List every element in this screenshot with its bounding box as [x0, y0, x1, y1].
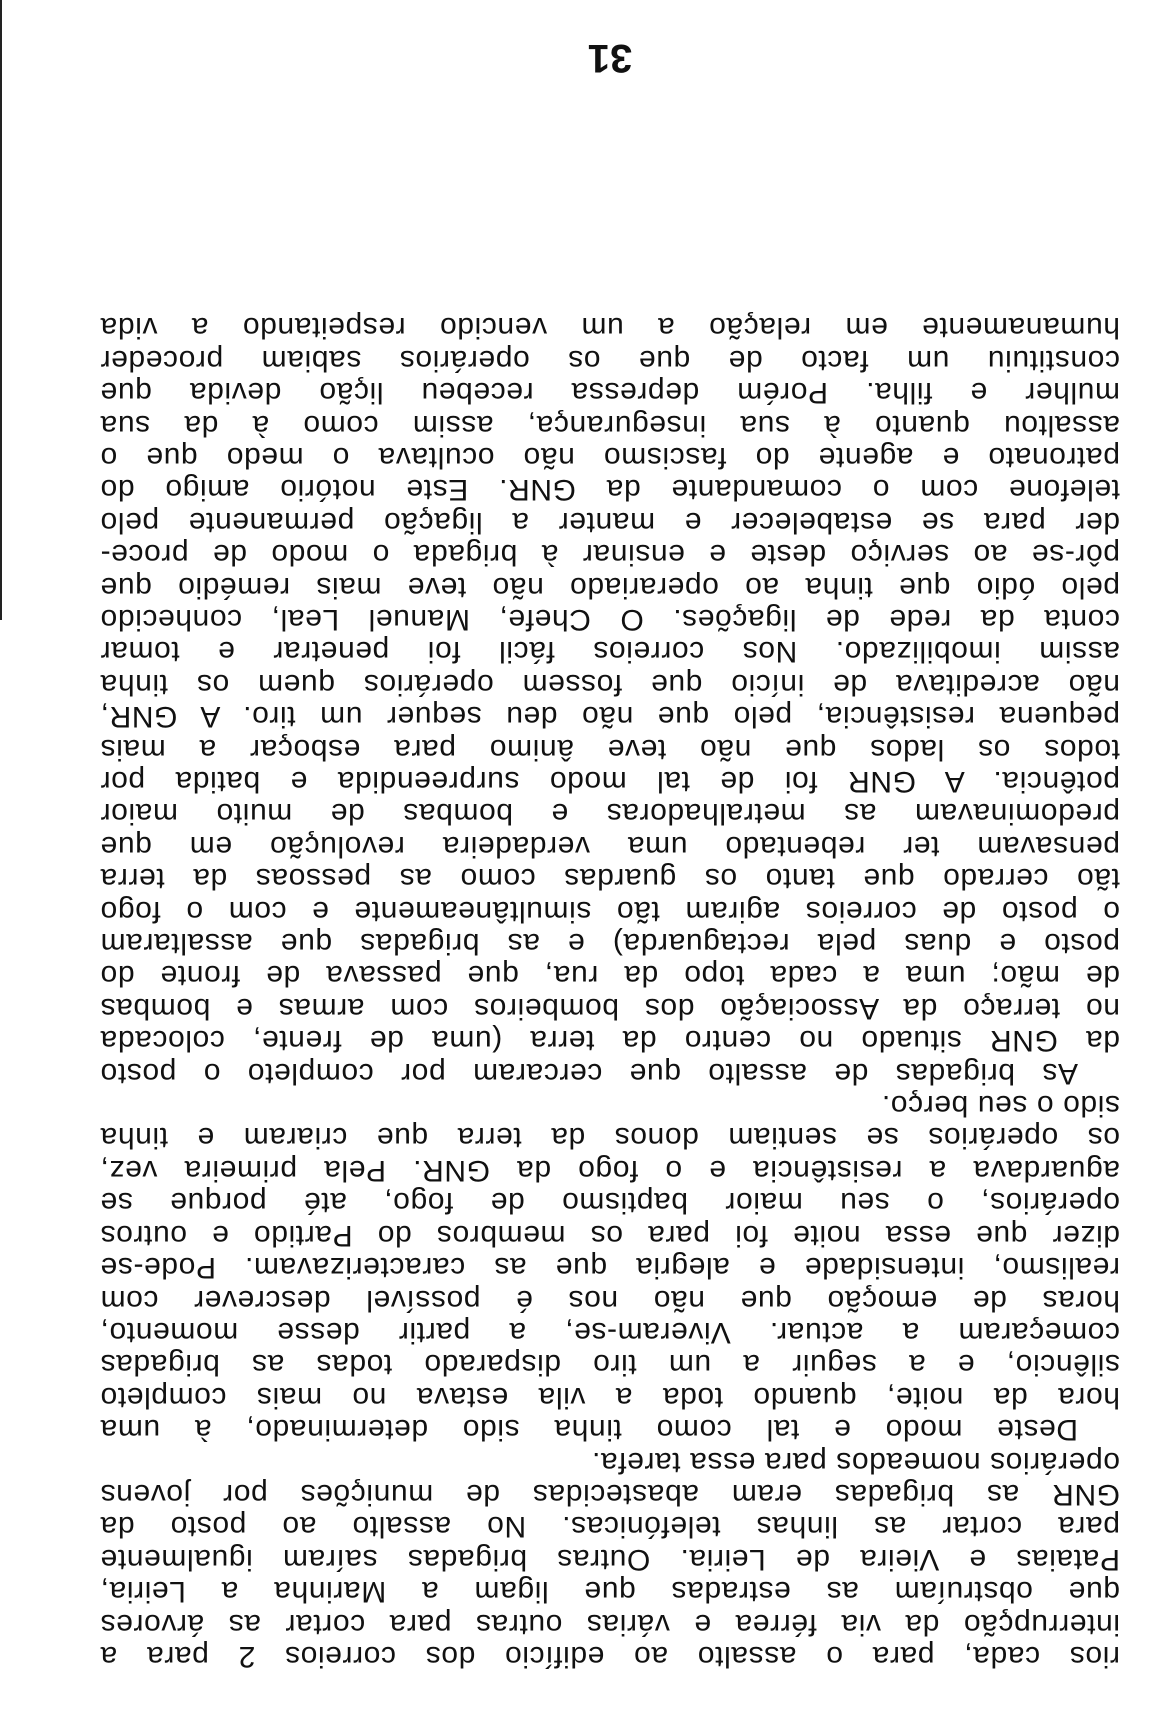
text-line: horas de emoção que não nos é possível descrever com — [100, 1283, 1120, 1317]
text-line: mulher e filha. Porém depressa recebeu lição devida que — [100, 376, 1120, 410]
text-line: posto e duas pela rectaguarda) e as brigadas que assaltaram — [100, 927, 1120, 961]
text-line: hora da noite, quando toda a vila estava no mais completo — [100, 1380, 1120, 1414]
text-line: assaltou quanto à sua insegurança, assim como à da sua — [100, 408, 1120, 442]
text-line: silêncio, e a seguir a um tiro disparado todas as brigadas — [100, 1348, 1120, 1382]
text-line: conta da rede de ligações. O Chefe, Manuel Leal, conhecido — [100, 603, 1120, 636]
text-line: sido o seu berço. — [881, 1089, 1120, 1123]
text-line: Pataias e Vieira de Leiria. Outras brigadas saíram igualmente — [100, 1542, 1120, 1576]
text-line: rios cada, para o assalto ao edifício dos correios 2 para a — [100, 1640, 1120, 1673]
text-line: para cortar as linhas telefónicas. No assalto ao posto da — [100, 1510, 1120, 1544]
text-line: tão cerrado que tanto os guardas como as pessoas da terra — [100, 862, 1120, 896]
text-line: operários nomeados para essa tarefa. — [591, 1445, 1120, 1479]
text-line: aguardava a resistência e o fogo da GNR. Pela primeira vez, — [100, 1153, 1120, 1187]
text-line: todos os lados que não teve ânimo para esboçar a mais — [100, 732, 1120, 766]
text-line: assim imobilizado. Nos correios fácil foi penetrar e tomar — [100, 635, 1120, 669]
text-line: pensavam ter rebentado uma verdadeira revolução em que — [100, 829, 1120, 863]
text-line: começaram a actuar. Viveram-se, a partir desse momento, — [100, 1315, 1120, 1349]
text-line: pôr-se ao serviço deste e ensinar à brigada o modo de proce- — [100, 538, 1120, 572]
text-line: predominavam as metralhadoras e bombas de muito maior — [100, 797, 1120, 831]
text-line: humanamente em relação a um vencido respeitando a vida — [100, 311, 1120, 345]
text-line: pequena resistência, pelo que não deu sequer um tiro. A GNR, — [100, 700, 1120, 734]
page-number: 31 — [587, 36, 633, 80]
text-line: constituiu um facto de que os operários sabiam proceder — [100, 343, 1120, 377]
text-line: telefone com o comandante da GNR. Este notório amigo do — [100, 473, 1120, 507]
text-line: der para se estabelecer e manter a ligação permanente pelo — [100, 505, 1120, 539]
text-line: potência. A GNR foi de tal modo surpreendida e batida por — [100, 765, 1120, 799]
text-line: no terraço da Associação dos bombeiros com armas e bombas — [100, 991, 1120, 1025]
text-line: pelo ódio que tinha ao operariado não teve mais remédio que — [100, 570, 1120, 604]
body-text — [100, 311, 1120, 1672]
text-line: dizer que essa noite foi para os membros do Partido e outros — [100, 1218, 1120, 1252]
page-content — [100, 32, 1120, 1672]
text-line: operários, o seu maior baptismo de fogo, até porque se — [100, 1186, 1120, 1220]
text-line: os operários se sentiam donos da terra que criaram e tinha — [100, 1121, 1120, 1155]
text-line: da GNR situado no centro da terra (uma de frente, colocada — [100, 1024, 1120, 1058]
text-line: realismo, intensidade e alegria que as caracterizavam. Pode-se — [100, 1251, 1120, 1285]
text-line: o posto de correios agiram tão simultâneamente e com o fogo — [100, 894, 1120, 928]
text-line: que obstruíam as estradas que ligam a Marinha a Leiria, — [100, 1575, 1120, 1609]
text-line: Deste modo e tal como tinha sido determinado, à uma — [100, 1413, 1078, 1447]
text-line: interrupção da via férrea e várias outras para cortar as árvores — [100, 1607, 1120, 1641]
text-line: GNR as brigadas eram abastecidas de munições por jovens — [100, 1477, 1120, 1511]
text-line: As brigadas de assalto que cercaram por completo o posto — [100, 1056, 1078, 1090]
text-line: patronato e agente do fascismo não ocultava o medo que o — [100, 440, 1120, 474]
text-line: não acreditava de início que fossem operários quem os tinha — [100, 667, 1120, 701]
text-line: de mão; uma a cada topo da rua, que passava de fronte do — [100, 959, 1120, 993]
